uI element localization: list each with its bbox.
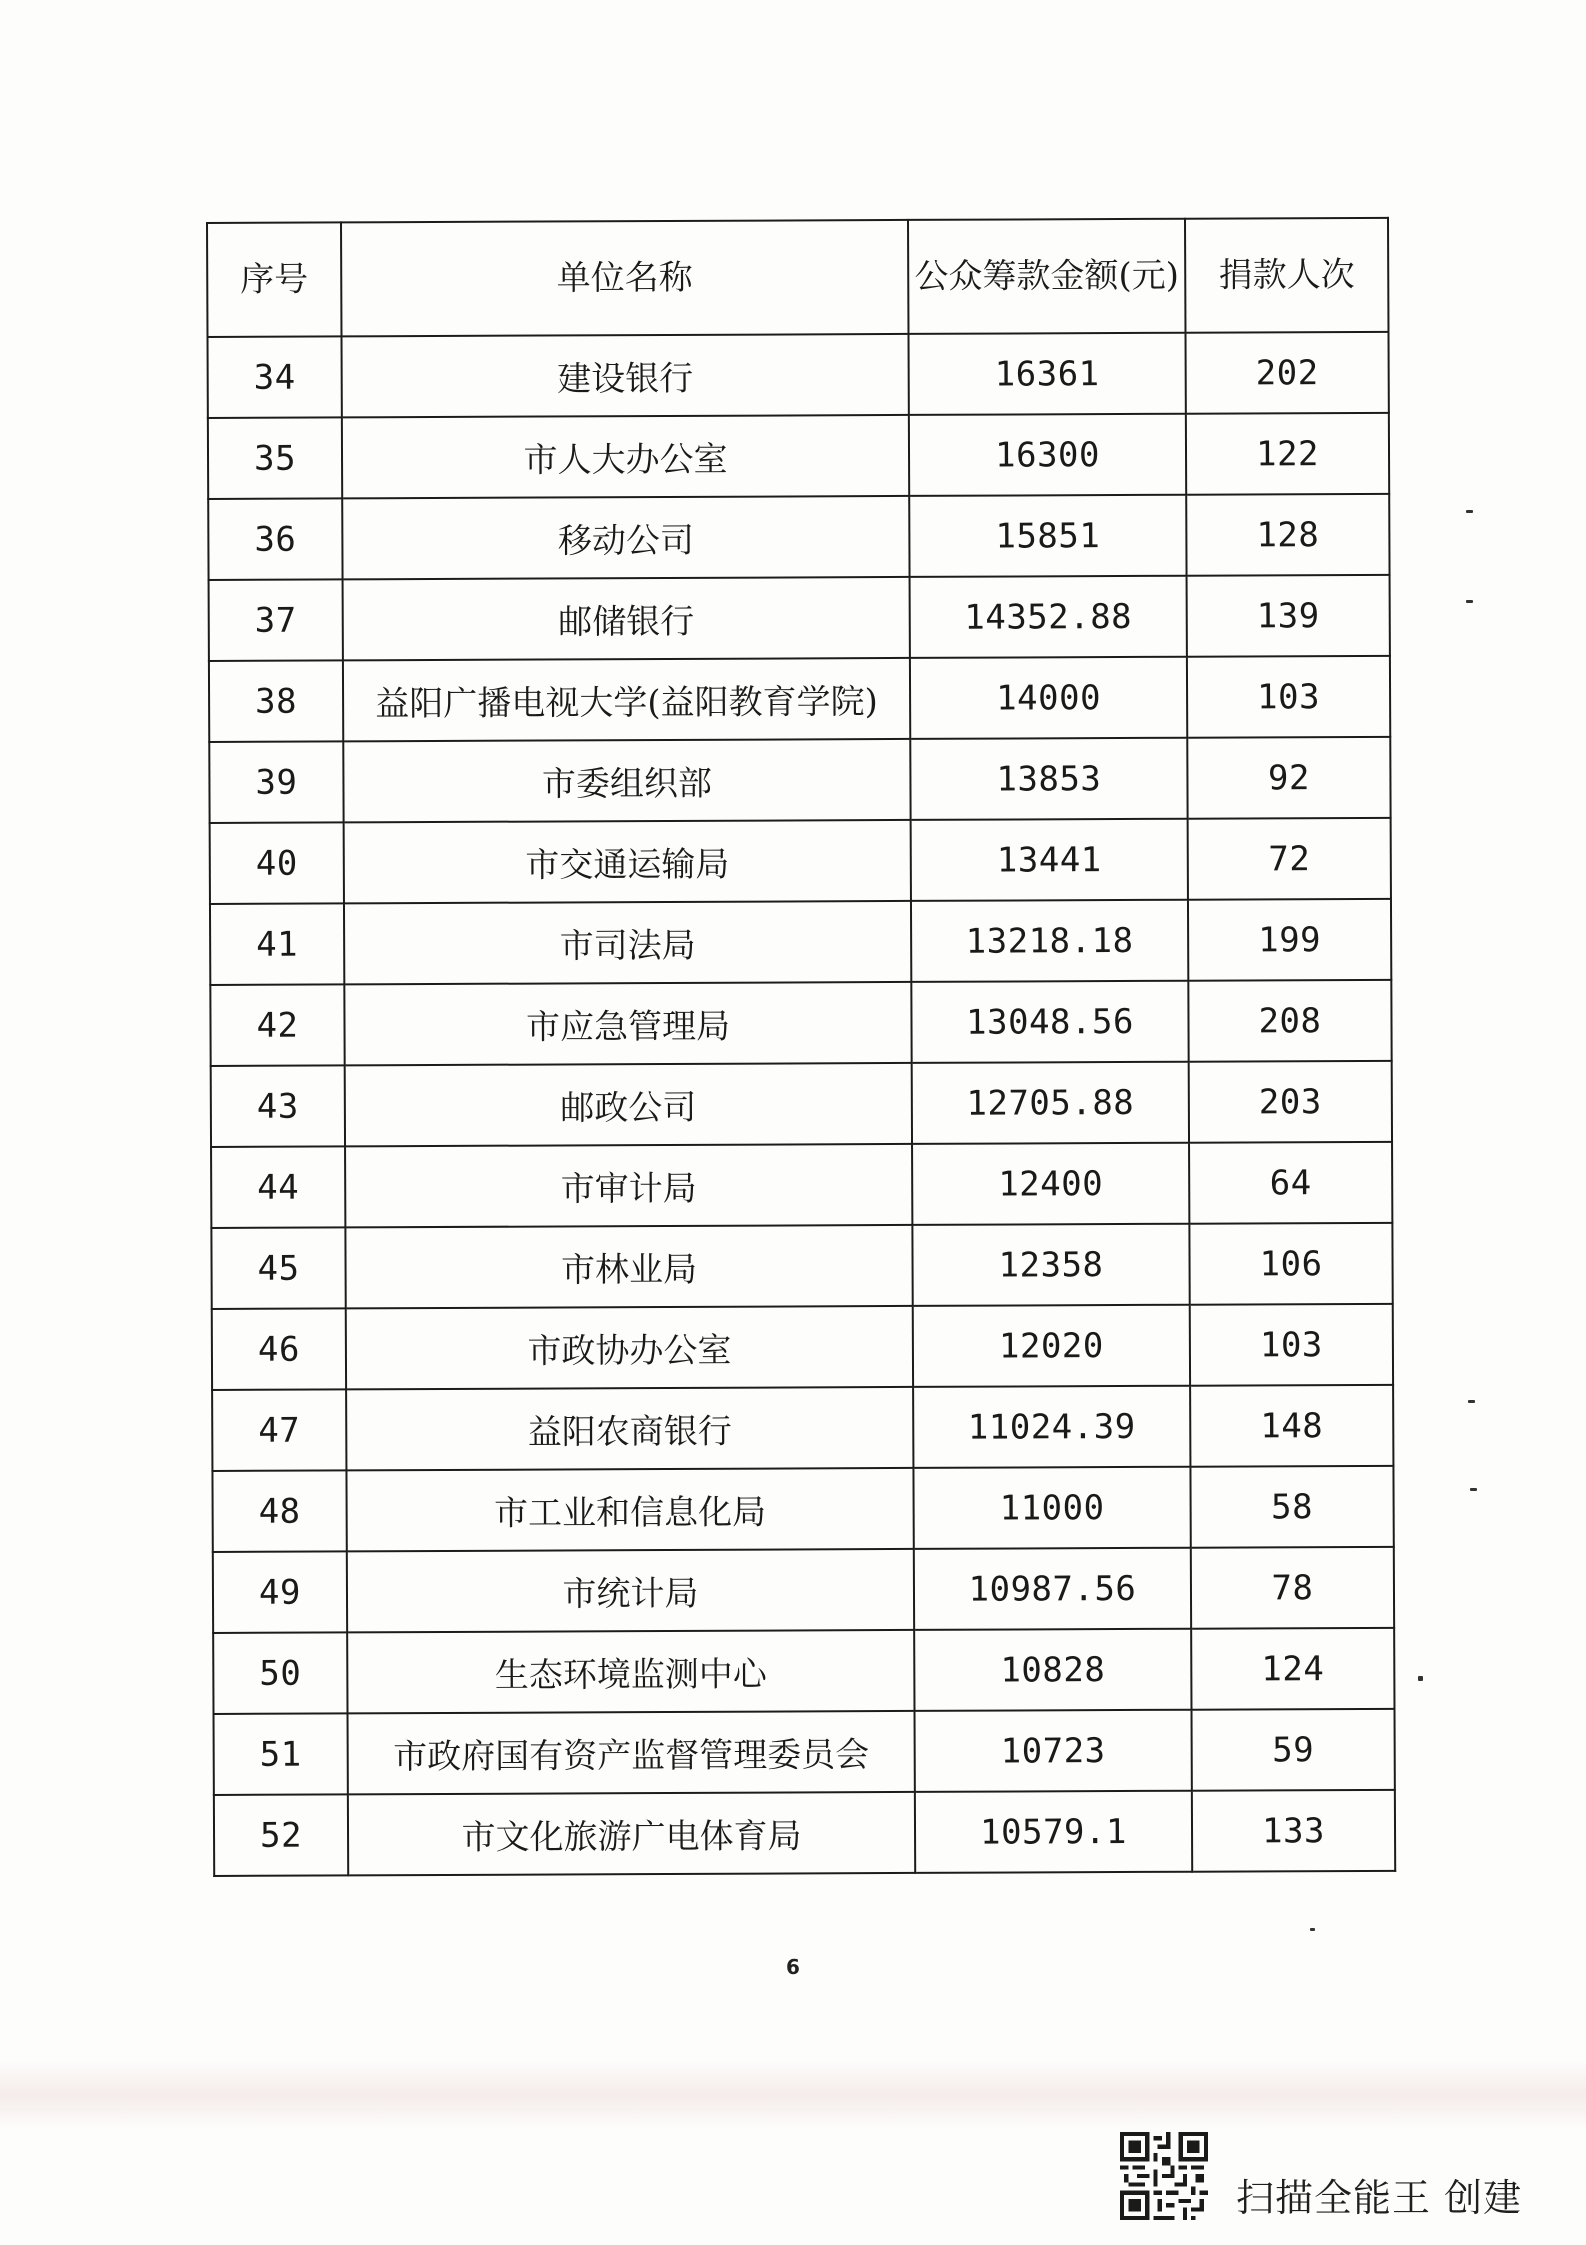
unit-name: 市司法局 (344, 901, 911, 984)
donation-amount: 10828 (914, 1629, 1191, 1711)
table-body (208, 332, 1396, 1876)
donor-count: 128 (1186, 494, 1389, 576)
table-row (208, 332, 1389, 418)
unit-name: 市工业和信息化局 (346, 1468, 913, 1551)
donation-amount: 13048.56 (911, 981, 1188, 1063)
donation-amount: 15851 (909, 495, 1186, 577)
donation-amount: 10723 (915, 1710, 1192, 1792)
donation-amount: 12705.88 (912, 1062, 1189, 1144)
donor-count: 199 (1188, 899, 1391, 981)
unit-name: 移动公司 (342, 496, 909, 579)
donor-count: 72 (1188, 818, 1391, 900)
unit-name: 市应急管理局 (344, 982, 911, 1065)
donor-count: 78 (1191, 1547, 1394, 1629)
table-row (213, 1628, 1394, 1714)
table-header-row (207, 218, 1388, 337)
unit-name: 市委组织部 (343, 739, 910, 822)
table-row (209, 575, 1390, 661)
row-number: 43 (211, 1065, 345, 1147)
table-row (213, 1547, 1394, 1633)
unit-name: 建设银行 (342, 334, 909, 417)
donation-table (206, 217, 1396, 1877)
donation-amount: 11000 (913, 1467, 1190, 1549)
unit-name: 邮储银行 (343, 577, 910, 660)
unit-name: 生态环境监测中心 (347, 1630, 914, 1713)
donation-amount: 11024.39 (913, 1386, 1190, 1468)
donation-amount: 14000 (910, 657, 1187, 739)
unit-name: 市文化旅游广电体育局 (348, 1792, 915, 1875)
watermark-text: 扫描全能王 创建 (1236, 2176, 1523, 2220)
header-unit: 单位名称 (341, 220, 908, 336)
unit-name: 市政协办公室 (346, 1306, 913, 1389)
page-number: 6 (786, 1955, 800, 1979)
header-count: 捐款人次 (1185, 218, 1388, 333)
donor-count: 202 (1185, 332, 1388, 414)
donation-amount: 16300 (909, 414, 1186, 496)
row-number: 34 (208, 336, 342, 418)
row-number: 51 (214, 1713, 348, 1795)
unit-name: 市政府国有资产监督管理委员会 (348, 1711, 915, 1794)
donation-amount: 13853 (910, 738, 1187, 820)
unit-name: 邮政公司 (345, 1063, 912, 1146)
donation-amount: 12020 (913, 1305, 1190, 1387)
row-number: 44 (211, 1146, 345, 1228)
donor-count: 208 (1188, 980, 1391, 1062)
table-row (214, 1709, 1395, 1795)
donor-count: 103 (1190, 1304, 1393, 1386)
row-number: 40 (210, 822, 344, 904)
row-number: 35 (208, 417, 342, 499)
donor-count: 148 (1190, 1385, 1393, 1467)
row-number: 49 (213, 1551, 347, 1633)
table-row (208, 413, 1389, 499)
qr-code-icon (1120, 2132, 1208, 2220)
table-row (210, 980, 1391, 1066)
table-row (211, 1142, 1392, 1228)
row-number: 36 (208, 498, 342, 580)
donor-count: 59 (1192, 1709, 1395, 1791)
unit-name: 市林业局 (345, 1225, 912, 1308)
donation-amount: 12400 (912, 1143, 1189, 1225)
unit-name: 市统计局 (347, 1549, 914, 1632)
donor-count: 64 (1189, 1142, 1392, 1224)
unit-name: 益阳广播电视大学(益阳教育学院) (343, 658, 910, 741)
unit-name: 市人大办公室 (342, 415, 909, 498)
table-row (210, 899, 1391, 985)
unit-name: 益阳农商银行 (346, 1387, 913, 1470)
donor-count: 92 (1187, 737, 1390, 819)
donation-amount: 14352.88 (910, 576, 1187, 658)
row-number: 52 (214, 1794, 348, 1876)
table-row (208, 494, 1389, 580)
row-number: 39 (209, 741, 343, 823)
table-row (209, 737, 1390, 823)
row-number: 41 (210, 903, 344, 985)
table-row (211, 1223, 1392, 1309)
row-number: 50 (213, 1632, 347, 1714)
row-number: 46 (212, 1308, 346, 1390)
table-row (212, 1466, 1393, 1552)
table-row (210, 818, 1391, 904)
donor-count: 58 (1190, 1466, 1393, 1548)
donation-amount: 10579.1 (915, 1791, 1192, 1873)
donation-amount: 10987.56 (914, 1548, 1191, 1630)
donor-count: 203 (1189, 1061, 1392, 1143)
header-amount: 公众筹款金额(元) (908, 219, 1185, 334)
table-row (214, 1790, 1395, 1876)
donor-count: 124 (1191, 1628, 1394, 1710)
table-row (212, 1304, 1393, 1390)
donor-count: 133 (1192, 1790, 1395, 1872)
unit-name: 市交通运输局 (344, 820, 911, 903)
row-number: 38 (209, 660, 343, 742)
table-row (212, 1385, 1393, 1471)
row-number: 48 (212, 1470, 346, 1552)
donation-amount: 13441 (911, 819, 1188, 901)
row-number: 37 (209, 579, 343, 661)
row-number: 45 (211, 1227, 345, 1309)
table-row (211, 1061, 1392, 1147)
donor-count: 103 (1187, 656, 1390, 738)
scanner-watermark (1120, 2128, 1522, 2220)
scan-shadow (0, 2060, 1586, 2130)
row-number: 42 (210, 984, 344, 1066)
unit-name: 市审计局 (345, 1144, 912, 1227)
donation-amount: 12358 (912, 1224, 1189, 1306)
table-row (209, 656, 1390, 742)
donor-count: 122 (1186, 413, 1389, 495)
donation-amount: 13218.18 (911, 900, 1188, 982)
donor-count: 106 (1189, 1223, 1392, 1305)
header-no: 序号 (207, 222, 341, 337)
donation-amount: 16361 (908, 333, 1185, 415)
donor-count: 139 (1187, 575, 1390, 657)
row-number: 47 (212, 1389, 346, 1471)
